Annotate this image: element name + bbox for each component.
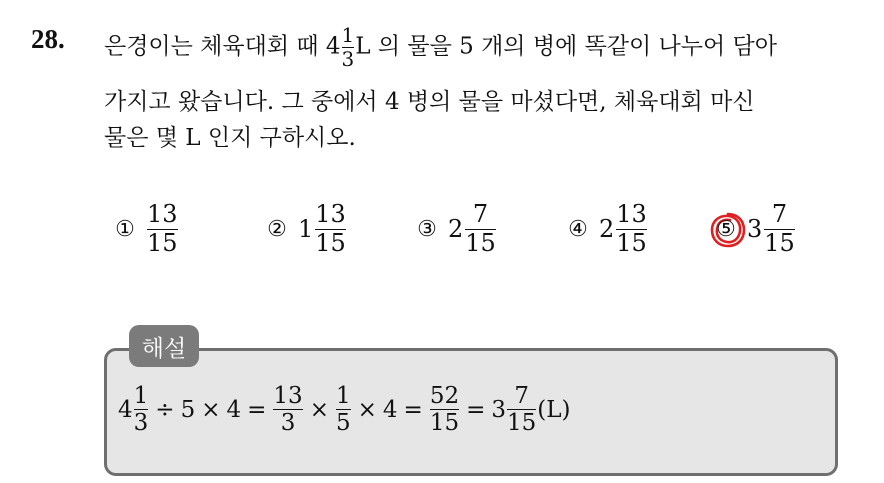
eq-term5-denominator: 15 [507, 410, 537, 437]
choice-3[interactable] [412, 196, 497, 262]
amount-whole: 4 [325, 33, 341, 60]
eq-equals-1: = [247, 396, 267, 423]
choice-4-fraction [616, 202, 647, 255]
choice-5[interactable] [711, 196, 796, 262]
eq-term4-numerator: 52 [429, 383, 460, 409]
eq-term2-fraction [273, 384, 302, 435]
question-line-1 [104, 25, 777, 70]
choice-4-numerator: 13 [616, 200, 647, 229]
choice-3-mark: ③ [417, 216, 437, 242]
eq-five: 5 [180, 396, 196, 423]
choice-3-denominator: 15 [465, 228, 496, 257]
eq-four-b: 4 [382, 396, 398, 423]
choice-2-whole: 1 [298, 215, 314, 243]
choice-2-mark: ② [267, 216, 287, 242]
choice-2-fraction [315, 202, 346, 255]
explanation-equation [118, 384, 571, 435]
eq-term4-denominator: 15 [429, 410, 460, 437]
eq-term3-fraction [336, 384, 351, 435]
choice-2-numerator: 13 [315, 200, 346, 229]
eq-term1-numerator: 1 [133, 383, 149, 409]
choice-1-numerator: 13 [147, 200, 178, 229]
eq-term5-fraction [507, 384, 536, 435]
explanation-tag: 해설 [129, 325, 199, 367]
eq-divide: ÷ [155, 396, 175, 423]
choice-5-whole: 3 [747, 215, 763, 243]
eq-term2-denominator: 3 [280, 410, 296, 437]
choice-4-mark: ④ [568, 216, 588, 242]
choice-4-whole: 2 [599, 215, 615, 243]
choice-1-fraction [147, 202, 178, 255]
choice-1[interactable] [110, 196, 179, 262]
choice-5-denominator: 15 [764, 228, 795, 257]
choice-5-mark: ⑤ [716, 216, 736, 242]
eq-term5-whole: 3 [491, 396, 507, 423]
eq-term5-numerator: 7 [514, 383, 529, 409]
eq-times-3: × [357, 396, 377, 423]
eq-four: 4 [226, 396, 242, 423]
question-number: 28. [31, 24, 65, 54]
question-text-1a: 은경이는 체육대회 때 [104, 33, 326, 60]
choice-2[interactable] [262, 196, 347, 262]
eq-term4-fraction [430, 384, 459, 435]
eq-term2-numerator: 13 [273, 383, 303, 409]
choice-3-fraction [465, 202, 496, 255]
eq-times-1: × [201, 396, 221, 423]
choice-5-mark-wrap [711, 214, 741, 244]
choice-2-denominator: 15 [315, 228, 346, 257]
amount-fraction [342, 25, 355, 70]
question-line-3: 물은 몇 L 인지 구하시오. [104, 125, 356, 151]
choice-5-fraction [764, 202, 795, 255]
choice-3-whole: 2 [448, 215, 464, 243]
eq-equals-3: = [466, 396, 486, 423]
eq-term1-fraction [134, 384, 149, 435]
eq-equals-2: = [403, 396, 423, 423]
choice-3-numerator: 7 [472, 200, 489, 229]
choice-1-denominator: 15 [147, 228, 178, 257]
eq-term3-denominator: 5 [335, 410, 351, 437]
choice-1-mark: ① [115, 216, 135, 242]
eq-times-2: × [309, 396, 329, 423]
choice-5-numerator: 7 [771, 200, 788, 229]
choice-4[interactable] [563, 196, 648, 262]
eq-term3-numerator: 1 [335, 383, 351, 409]
question-line-2: 가지고 왔습니다. 그 중에서 4 병의 물을 마셨다면, 체육대회 마신 [104, 89, 755, 115]
question-text-1b: L 의 물을 5 개의 병에 똑같이 나누어 담아 [355, 33, 777, 60]
amount-denominator: 3 [341, 47, 355, 71]
eq-unit: (L) [537, 396, 571, 423]
choice-4-denominator: 15 [616, 228, 647, 257]
eq-term1-whole: 4 [118, 396, 133, 423]
eq-term1-denominator: 3 [133, 410, 149, 437]
amount-numerator: 1 [341, 23, 355, 47]
